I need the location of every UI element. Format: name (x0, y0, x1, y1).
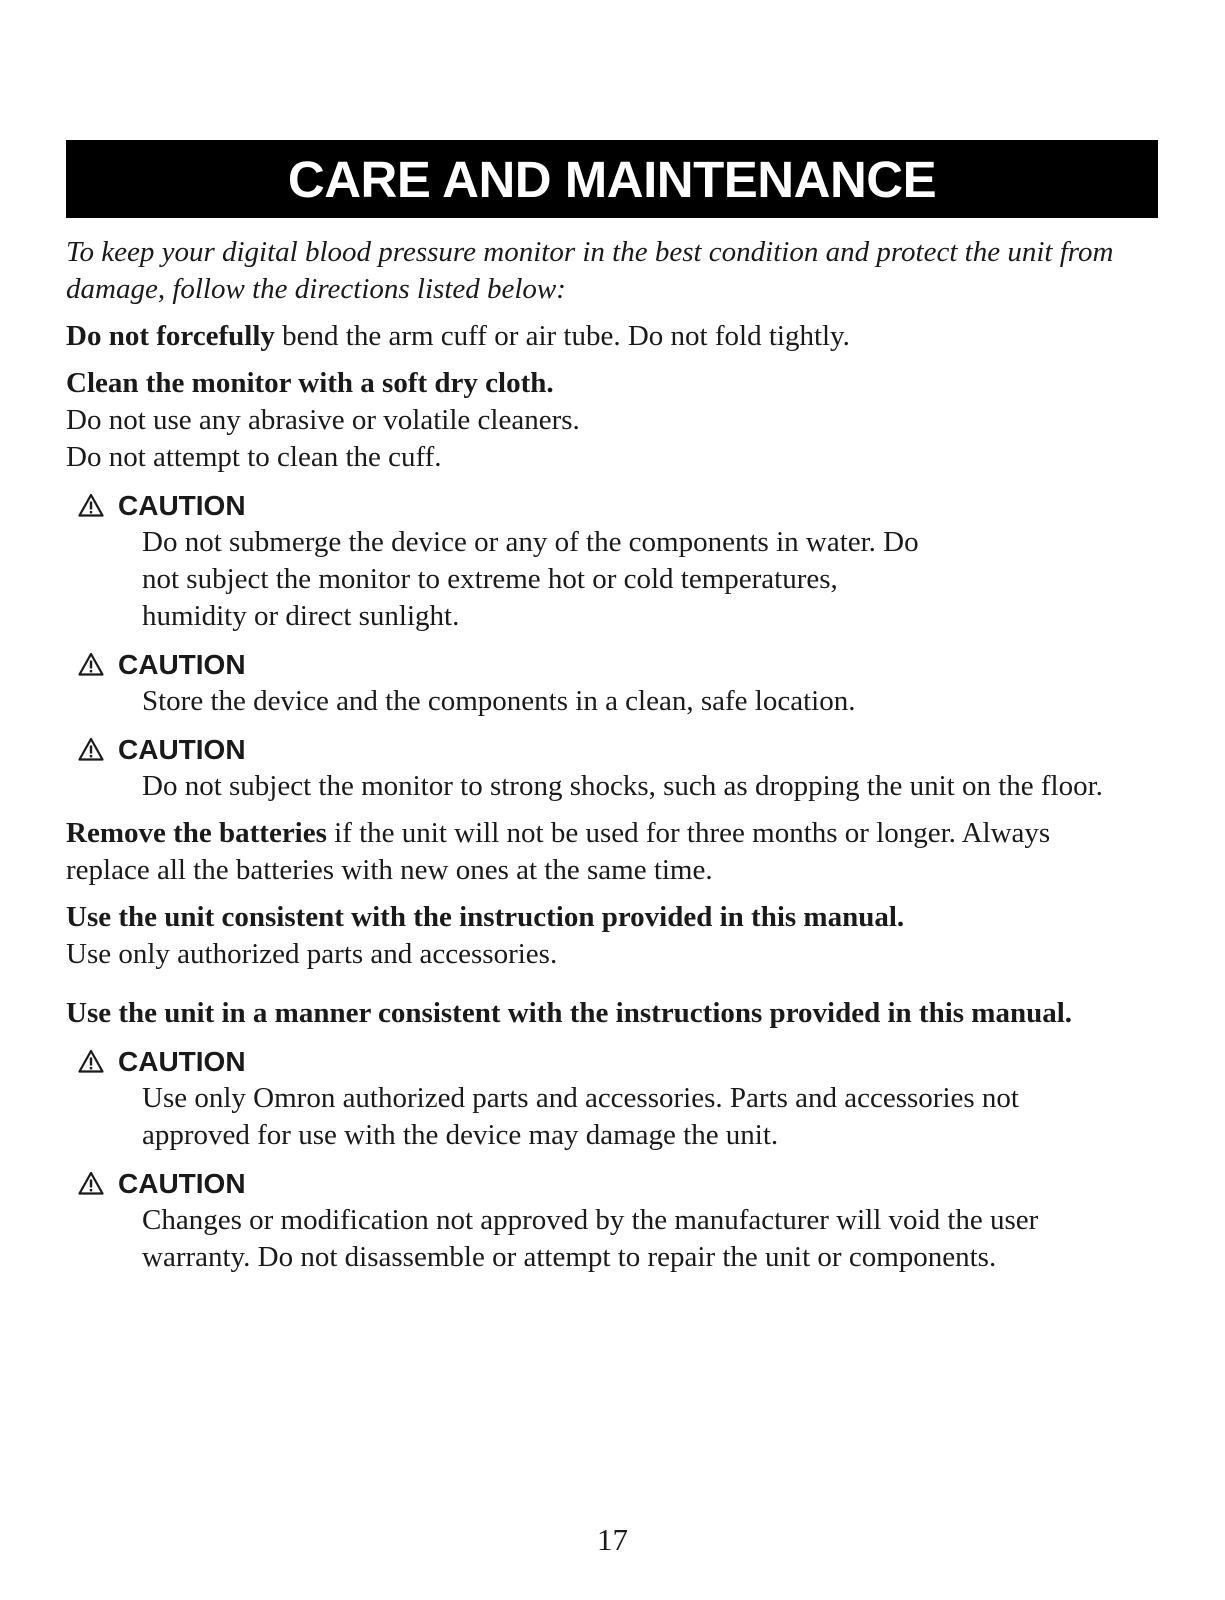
warning-triangle-icon (78, 737, 104, 761)
caution-text (142, 683, 1166, 720)
caution-text (142, 1080, 1166, 1154)
paragraph-use-manner (66, 995, 1166, 1032)
paragraph-line: Do not attempt to clean the cuff. (66, 441, 442, 473)
caution-block-5 (78, 1164, 1166, 1276)
paragraph-text: if the unit will not be used for three months or longer. Always (326, 817, 1051, 849)
warning-triangle-icon (78, 652, 104, 676)
caution-label: CAUTION (118, 648, 246, 680)
caution-text (142, 524, 1166, 635)
intro-text: To keep your digital blood pressure monitor in the best condition and protect the unit from damage, follow the directions listed below: (66, 236, 1114, 305)
caution-heading (78, 645, 1166, 683)
page-title: CARE AND MAINTENANCE (287, 150, 937, 208)
caution-line: Changes or modification not approved by the manufacturer will void the user (142, 1204, 1039, 1236)
page-content (66, 234, 1166, 1286)
caution-line: Store the device and the components in a clean, safe location. (142, 685, 856, 717)
paragraph-bold-lead: Use the unit in a manner consistent with the instructions provided in this manual. (66, 997, 1073, 1029)
caution-block-4 (78, 1042, 1166, 1154)
paragraph-line: Use only authorized parts and accessories. (66, 938, 558, 970)
warning-triangle-icon (78, 1049, 104, 1073)
caution-heading (78, 1042, 1166, 1080)
paragraph-line (66, 815, 1166, 852)
paragraph-bold-lead: Remove the batteries (66, 817, 327, 849)
page-number: 17 (597, 1522, 628, 1557)
caution-line: not subject the monitor to extreme hot or cold temperatures, (142, 563, 838, 595)
caution-line: approved for use with the device may damage the unit. (142, 1119, 779, 1151)
caution-line: humidity or direct sunlight. (142, 600, 460, 632)
caution-heading (78, 1164, 1166, 1202)
paragraph-use-consistent (66, 899, 1166, 973)
paragraph-text: bend the arm cuff or air tube. Do not fold tightly. (274, 320, 850, 352)
paragraph-bold-lead: Do not forcefully (66, 320, 275, 352)
caution-text (142, 1202, 1166, 1276)
caution-line: Do not submerge the device or any of the components in water. Do (142, 526, 919, 558)
caution-label: CAUTION (118, 1045, 246, 1077)
title-bar (66, 140, 1158, 218)
caution-line: Do not subject the monitor to strong shocks, such as dropping the unit on the floor. (142, 770, 1103, 802)
warning-triangle-icon (78, 1171, 104, 1195)
paragraph-line: replace all the batteries with new ones at the same time. (66, 854, 713, 886)
paragraph-clean-monitor (66, 365, 1166, 476)
caution-label: CAUTION (118, 489, 246, 521)
paragraph-line: Do not use any abrasive or volatile cleaners. (66, 404, 580, 436)
caution-block-3 (78, 730, 1166, 805)
paragraph-remove-batteries (66, 815, 1166, 889)
caution-block-2 (78, 645, 1166, 720)
caution-line: Use only Omron authorized parts and accessories. Parts and accessories not (142, 1082, 1019, 1114)
caution-block-1 (78, 486, 1166, 635)
caution-text (142, 768, 1166, 805)
paragraph-bold-lead: Use the unit consistent with the instruction provided in this manual. (66, 901, 905, 933)
paragraph-bold-lead: Clean the monitor with a soft dry cloth. (66, 367, 554, 399)
caution-line: warranty. Do not disassemble or attempt to repair the unit or components. (142, 1241, 997, 1273)
caution-heading (78, 730, 1166, 768)
caution-heading (78, 486, 1166, 524)
caution-label: CAUTION (118, 1167, 246, 1199)
caution-label: CAUTION (118, 733, 246, 765)
paragraph-do-not-forcefully (66, 318, 1166, 355)
warning-triangle-icon (78, 493, 104, 517)
